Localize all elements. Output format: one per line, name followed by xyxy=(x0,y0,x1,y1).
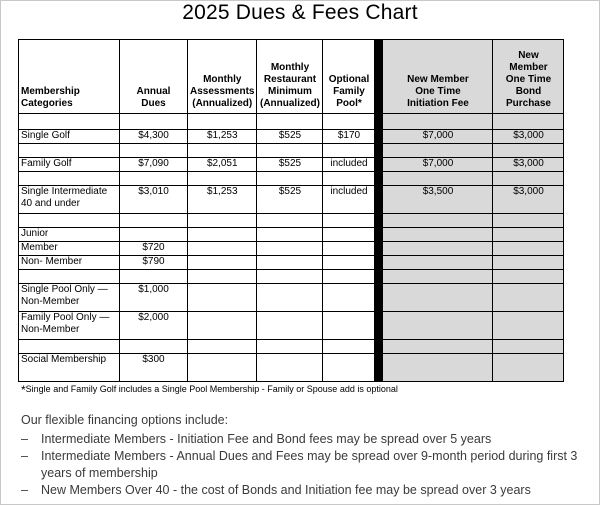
table-cell xyxy=(188,284,257,312)
header-line: Minimum xyxy=(268,86,312,97)
header-bond-purchase xyxy=(493,40,564,114)
table-cell: $1,000 xyxy=(120,284,188,312)
table-cell: $3,010 xyxy=(120,186,188,214)
table-cell xyxy=(323,256,375,270)
header-line: Member xyxy=(509,62,548,73)
header-initiation-fee xyxy=(383,40,493,114)
table-cell xyxy=(493,214,564,228)
table-cell: $170 xyxy=(323,130,375,144)
header-line: (Annualized) xyxy=(259,98,320,109)
table-cell xyxy=(383,242,493,256)
column-separator xyxy=(375,186,383,214)
table-cell xyxy=(188,340,257,354)
header-line: New Member xyxy=(407,74,469,85)
table-row xyxy=(19,284,564,312)
table-cell xyxy=(323,144,375,158)
table-cell: $7,090 xyxy=(120,158,188,172)
membership-category-cell xyxy=(19,114,120,130)
table-cell: $3,000 xyxy=(493,158,564,172)
table-row xyxy=(19,340,564,354)
column-separator xyxy=(375,144,383,158)
header-membership-categories xyxy=(19,40,120,114)
table-cell xyxy=(383,214,493,228)
table-cell: $790 xyxy=(120,256,188,270)
column-separator xyxy=(375,242,383,256)
table-cell xyxy=(188,256,257,270)
table-cell xyxy=(383,256,493,270)
header-line: Purchase xyxy=(505,98,551,109)
column-separator xyxy=(375,158,383,172)
table-cell xyxy=(383,340,493,354)
table-cell xyxy=(493,256,564,270)
table-cell: $525 xyxy=(257,158,323,172)
table-cell xyxy=(120,228,188,242)
header-family-pool xyxy=(323,40,375,114)
header-line: Membership xyxy=(21,86,80,97)
column-separator xyxy=(375,270,383,284)
table-cell xyxy=(188,214,257,228)
table-cell xyxy=(493,354,564,382)
table-cell xyxy=(383,354,493,382)
table-cell xyxy=(188,144,257,158)
table-cell xyxy=(323,172,375,186)
dues-fees-table xyxy=(18,39,564,382)
financing-heading: Our flexible financing options include: xyxy=(21,413,229,427)
financing-item-text: Intermediate Members - Annual Dues and Fees may be spread over 9-month period during first 3 years of membership xyxy=(41,449,578,480)
header-line: Assessments xyxy=(190,86,255,97)
table-cell xyxy=(257,340,323,354)
dash-bullet: – xyxy=(21,483,28,497)
table-cell xyxy=(257,114,323,130)
table-row xyxy=(19,172,564,186)
table-cell xyxy=(493,284,564,312)
membership-category-cell: Family Golf xyxy=(19,158,120,172)
table-cell xyxy=(383,144,493,158)
table-cell: $1,253 xyxy=(188,130,257,144)
table-row xyxy=(19,228,564,242)
membership-category-cell xyxy=(19,270,120,284)
membership-category-cell: Single Pool Only — Non-Member xyxy=(19,284,120,312)
header-line: New xyxy=(518,50,539,61)
table-cell: $2,051 xyxy=(188,158,257,172)
table-cell xyxy=(383,312,493,340)
table-cell xyxy=(383,114,493,130)
header-line: Pool* xyxy=(336,98,362,109)
table-cell: $7,000 xyxy=(383,158,493,172)
membership-category-cell: Family Pool Only — Non-Member xyxy=(19,312,120,340)
table-header-row xyxy=(19,40,564,114)
membership-category-cell: Junior xyxy=(19,228,120,242)
table-row xyxy=(19,214,564,228)
financing-item xyxy=(21,482,591,499)
financing-item-text: New Members Over 40 - the cost of Bonds and Initiation fee may be spread over 3 years xyxy=(41,483,531,497)
membership-category-cell: Non- Member xyxy=(19,256,120,270)
header-line: Family xyxy=(333,86,365,97)
membership-category-cell xyxy=(19,214,120,228)
header-line: Categories xyxy=(21,98,73,109)
table-cell xyxy=(323,354,375,382)
financing-item xyxy=(21,448,591,482)
table-cell xyxy=(493,114,564,130)
table-cell xyxy=(493,312,564,340)
table-cell: $1,253 xyxy=(188,186,257,214)
table-cell: $4,300 xyxy=(120,130,188,144)
table-cell xyxy=(257,312,323,340)
column-separator xyxy=(375,40,383,114)
header-line: Bond xyxy=(515,86,542,97)
dash-bullet: – xyxy=(21,449,28,463)
column-separator xyxy=(375,354,383,382)
financing-item xyxy=(21,431,591,448)
table-cell xyxy=(323,284,375,312)
membership-category-cell xyxy=(19,172,120,186)
table-cell xyxy=(120,340,188,354)
table-cell: included xyxy=(323,186,375,214)
membership-category-cell: Single Golf xyxy=(19,130,120,144)
column-separator xyxy=(375,256,383,270)
table-cell xyxy=(383,172,493,186)
table-cell xyxy=(257,144,323,158)
table-cell: $2,000 xyxy=(120,312,188,340)
table-cell xyxy=(257,214,323,228)
table-row xyxy=(19,256,564,270)
membership-category-cell: Single Intermediate 40 and under xyxy=(19,186,120,214)
membership-category-cell: Social Membership xyxy=(19,354,120,382)
table-cell xyxy=(383,284,493,312)
header-line: One Time xyxy=(415,86,461,97)
table-cell xyxy=(188,114,257,130)
column-separator xyxy=(375,340,383,354)
column-separator xyxy=(375,228,383,242)
column-separator xyxy=(375,114,383,130)
table-cell: $720 xyxy=(120,242,188,256)
table-cell xyxy=(257,172,323,186)
table-cell xyxy=(257,228,323,242)
column-separator xyxy=(375,284,383,312)
table-cell: $3,500 xyxy=(383,186,493,214)
table-cell xyxy=(120,214,188,228)
table-cell xyxy=(188,312,257,340)
footnote-text: Single and Family Golf includes a Single Pool Membership - Family or Spouse add is optional xyxy=(25,384,398,394)
table-row xyxy=(19,312,564,340)
header-restaurant-minimum xyxy=(257,40,323,114)
table-row xyxy=(19,144,564,158)
header-line: Monthly xyxy=(203,74,242,85)
table-cell xyxy=(257,242,323,256)
table-cell: $7,000 xyxy=(383,130,493,144)
footnote-star: * xyxy=(21,383,26,397)
table-row xyxy=(19,130,564,144)
table-cell: included xyxy=(323,158,375,172)
table-cell xyxy=(120,172,188,186)
table-cell xyxy=(120,144,188,158)
table-cell xyxy=(493,172,564,186)
table-cell xyxy=(493,340,564,354)
table-cell xyxy=(257,354,323,382)
table-cell xyxy=(188,354,257,382)
membership-category-cell: Member xyxy=(19,242,120,256)
table-cell xyxy=(188,172,257,186)
table-cell xyxy=(257,284,323,312)
header-annual-dues xyxy=(120,40,188,114)
column-separator xyxy=(375,172,383,186)
column-separator xyxy=(375,130,383,144)
table-row xyxy=(19,158,564,172)
financing-item-text: Intermediate Members - Initiation Fee and Bond fees may be spread over 5 years xyxy=(41,432,492,446)
table-row xyxy=(19,242,564,256)
table-row xyxy=(19,354,564,382)
table-cell: $300 xyxy=(120,354,188,382)
header-line: (Annualized) xyxy=(192,98,253,109)
table-cell xyxy=(323,114,375,130)
header-line: Restaurant xyxy=(263,74,317,85)
table-row xyxy=(19,114,564,130)
header-line: Initiation Fee xyxy=(407,98,469,109)
column-separator xyxy=(375,312,383,340)
membership-category-cell xyxy=(19,144,120,158)
table-cell: $3,000 xyxy=(493,186,564,214)
table-cell xyxy=(120,270,188,284)
page-title: 2025 Dues & Fees Chart xyxy=(182,1,418,24)
header-line: Annual xyxy=(136,86,171,97)
table-cell xyxy=(323,242,375,256)
table-cell xyxy=(383,270,493,284)
table-cell xyxy=(323,270,375,284)
table-cell xyxy=(257,270,323,284)
header-line: Dues xyxy=(141,98,166,109)
table-cell xyxy=(493,228,564,242)
table-cell xyxy=(323,340,375,354)
table-cell: $3,000 xyxy=(493,130,564,144)
table-cell xyxy=(188,270,257,284)
header-line: Optional xyxy=(328,74,370,85)
financing-options xyxy=(21,412,591,499)
dash-bullet: – xyxy=(21,432,28,446)
table-cell xyxy=(188,228,257,242)
table-cell xyxy=(493,270,564,284)
table-cell xyxy=(383,228,493,242)
table-cell xyxy=(257,256,323,270)
table-row xyxy=(19,186,564,214)
table-cell xyxy=(323,312,375,340)
header-line: One Time xyxy=(505,74,552,85)
table-cell xyxy=(493,144,564,158)
column-separator xyxy=(375,214,383,228)
table-cell xyxy=(120,114,188,130)
footnote xyxy=(21,383,398,397)
table-cell: $525 xyxy=(257,186,323,214)
membership-category-cell xyxy=(19,340,120,354)
table-cell xyxy=(493,242,564,256)
table-cell xyxy=(188,242,257,256)
header-monthly-assessments xyxy=(188,40,257,114)
header-line: Monthly xyxy=(270,62,310,73)
table-cell xyxy=(323,228,375,242)
table-cell: $525 xyxy=(257,130,323,144)
table-row xyxy=(19,270,564,284)
table-cell xyxy=(323,214,375,228)
